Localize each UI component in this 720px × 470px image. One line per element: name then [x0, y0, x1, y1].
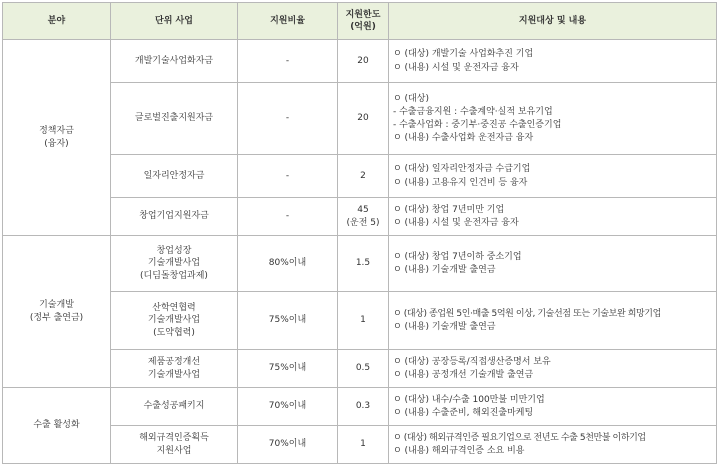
group-policy-fund: 정책자금 (융자): [3, 40, 111, 236]
ratio-cell: -: [238, 198, 338, 236]
unit-cell: 제품공정개선 기술개발사업: [111, 350, 238, 388]
header-field: 분야: [3, 3, 111, 40]
content-cell: ㅇ (대상) 종업원 5인·매출 5억원 이상, 기술선점 또는 기술보완 희망기업 ㅇ (내용) 기술개발 출연금: [389, 292, 717, 350]
unit-cell: 해외규격인증획득 지원사업: [111, 426, 238, 464]
content-cell: ㅇ (대상) 공장등록/직접생산증명서 보유 ㅇ (내용) 공정개선 기술개발 출연금: [389, 350, 717, 388]
unit-cell: 산학연협력 기술개발사업 (도약협력): [111, 292, 238, 350]
ratio-cell: 75%이내: [238, 292, 338, 350]
header-support-limit: 지원한도 (억원): [338, 3, 389, 40]
ratio-cell: 75%이내: [238, 350, 338, 388]
content-cell: ㅇ (대상) 창업 7년미만 기업 ㅇ (내용) 시설 및 운전자금 융자: [389, 198, 717, 236]
table-row: [3, 350, 717, 388]
unit-cell: 일자리안정자금: [111, 155, 238, 198]
ratio-cell: 70%이내: [238, 388, 338, 426]
table-row: [3, 292, 717, 350]
table-row: [3, 388, 717, 426]
header-unit-program: 단위 사업: [111, 3, 238, 40]
table-row: [3, 83, 717, 155]
table-row: [3, 40, 717, 83]
ratio-cell: 80%이내: [238, 236, 338, 292]
ratio-cell: 70%이내: [238, 426, 338, 464]
limit-cell: 0.3: [338, 388, 389, 426]
content-cell: ㅇ (대상) 내수/수출 100만불 미만기업 ㅇ (내용) 수출준비, 해외진출마케팅: [389, 388, 717, 426]
limit-cell: 1.5: [338, 236, 389, 292]
ratio-cell: -: [238, 83, 338, 155]
unit-cell: 글로벌진출지원자금: [111, 83, 238, 155]
header-target-content: 지원대상 및 내용: [389, 3, 717, 40]
header-row: [3, 3, 717, 40]
header-support-ratio: 지원비율: [238, 3, 338, 40]
unit-cell: 창업기업지원자금: [111, 198, 238, 236]
content-cell: ㅇ (대상) 개발기술 사업화추진 기업 ㅇ (내용) 시설 및 운전자금 융자: [389, 40, 717, 83]
support-program-table: [2, 2, 717, 464]
limit-cell: 20: [338, 83, 389, 155]
unit-cell: 수출성공패키지: [111, 388, 238, 426]
table-row: [3, 236, 717, 292]
content-cell: ㅇ (대상) 일자리안정자금 수급기업 ㅇ (내용) 고용유지 인건비 등 융자: [389, 155, 717, 198]
unit-cell: 개발기술사업화자금: [111, 40, 238, 83]
table-row: [3, 426, 717, 464]
unit-cell: 창업성장 기술개발사업 (디딤돌창업과제): [111, 236, 238, 292]
limit-cell: 0.5: [338, 350, 389, 388]
limit-cell: 1: [338, 426, 389, 464]
group-tech-development: 기술개발 (정부 출연금): [3, 236, 111, 388]
content-cell: ㅇ (대상) 해외규격인증 필요기업으로 전년도 수출 5천만불 이하기업 ㅇ (내용) 해외규격인증 소요 비용: [389, 426, 717, 464]
table-row: [3, 155, 717, 198]
content-cell: ㅇ (대상) 창업 7년이하 중소기업 ㅇ (내용) 기술개발 출연금: [389, 236, 717, 292]
group-export: 수출 활성화: [3, 388, 111, 464]
content-cell: ㅇ (대상) - 수출금융지원 : 수출계약·실적 보유기업 - 수출사업화 : 중기부·중진공 수출인증기업 ㅇ (내용) 수출사업화 운전자금 융자: [389, 83, 717, 155]
limit-cell: 2: [338, 155, 389, 198]
ratio-cell: -: [238, 155, 338, 198]
limit-cell: 45 (운전 5): [338, 198, 389, 236]
limit-cell: 20: [338, 40, 389, 83]
limit-cell: 1: [338, 292, 389, 350]
table-row: [3, 198, 717, 236]
ratio-cell: -: [238, 40, 338, 83]
